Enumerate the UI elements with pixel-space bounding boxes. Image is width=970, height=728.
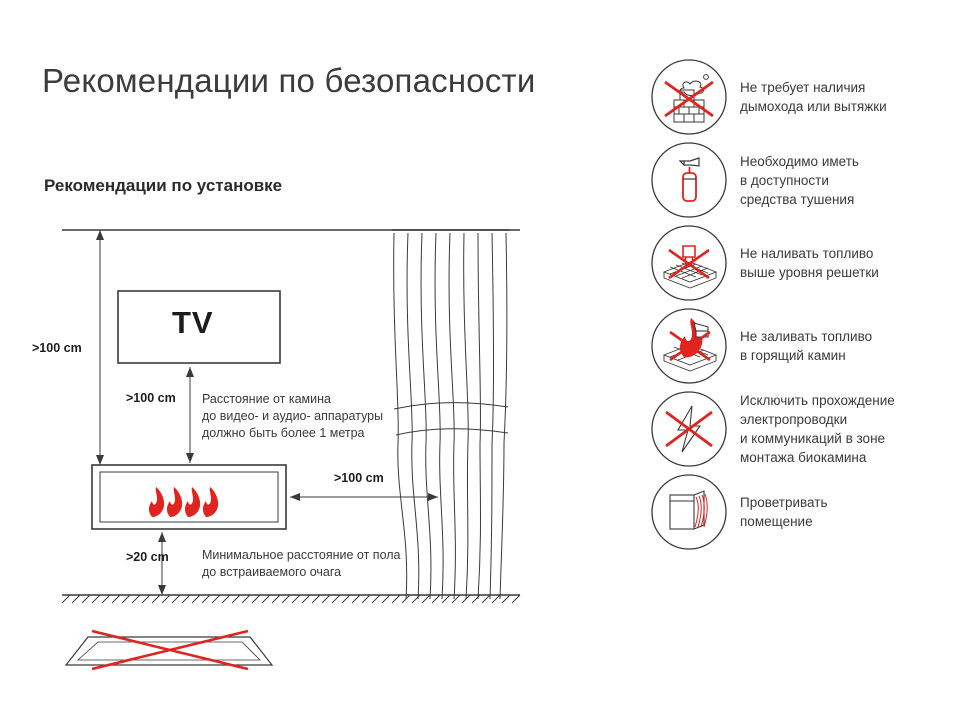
list-item [650, 307, 966, 385]
list-item [650, 58, 966, 136]
dimension-side-clearance: >100 cm [334, 471, 384, 485]
page-title: Рекомендации по безопасности [42, 62, 536, 99]
note-floor-distance: Минимальное расстояние от пола до встраиваемого очага [202, 548, 401, 579]
tv-label: TV [172, 305, 214, 340]
list-item [650, 141, 966, 219]
tip-text: Не заливать топливо в горящий камин [740, 329, 873, 363]
installation-diagram [0, 195, 640, 675]
dimension-ceiling-to-fireplace: >100 cm [32, 341, 82, 355]
dimension-floor-height: >20 cm [126, 550, 169, 564]
chimney-not-required-icon [650, 58, 728, 136]
section-title-installation: Рекомендации по установке [44, 176, 283, 195]
no-wiring-icon [650, 390, 728, 468]
tip-text: Исключить прохождение электропроводки и коммуникаций в зоне монтажа биокамина [740, 393, 895, 465]
list-item [650, 473, 966, 551]
dimension-tv-gap: >100 cm [126, 391, 176, 405]
no-overfill-icon [650, 224, 728, 302]
fire-extinguisher-icon [650, 141, 728, 219]
carpet-forbidden [66, 631, 272, 669]
tip-text: Не требует наличия дымохода или вытяжки [740, 80, 887, 114]
no-refuel-burning-icon [650, 307, 728, 385]
list-item [650, 390, 966, 468]
list-item [650, 224, 966, 302]
safety-tips-list [650, 58, 966, 556]
ventilate-room-icon [650, 473, 728, 551]
note-tv-distance: Расстояние от камина до видео- и аудио- аппаратуры должно быть более 1 метра [202, 392, 384, 440]
curtain [392, 230, 510, 599]
tip-text: Необходимо иметь в доступности средства тушения [740, 153, 859, 207]
tip-text: Не наливать топливо выше уровня решетки [740, 246, 879, 280]
tip-text: Проветривать помещение [740, 495, 828, 529]
